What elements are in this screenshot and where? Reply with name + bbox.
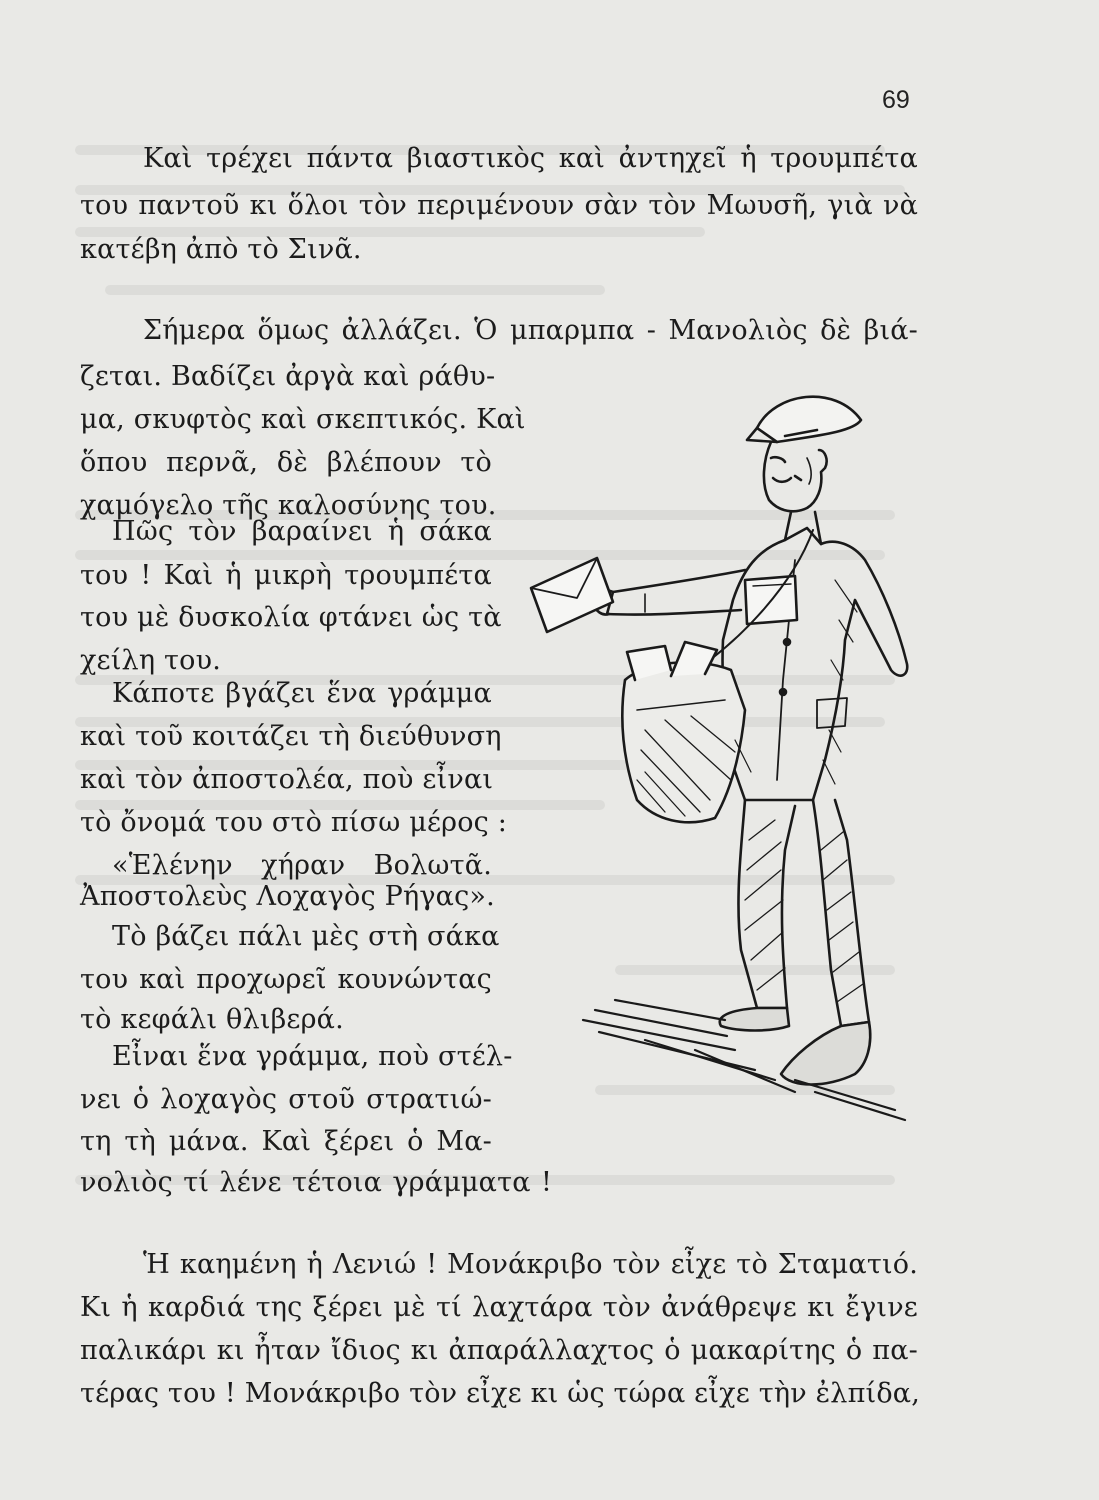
text-line: Καὶ τρέχει πάντα βιαστικὸς καὶ ἀντηχεῖ ἡ τρουμπέτα <box>143 143 918 174</box>
text-line: κατέβη ἀπὸ τὸ Σινᾶ. <box>80 234 362 265</box>
text-line: τὸ ὄνομά του στὸ πίσω μέρος : <box>80 807 508 838</box>
text-line: Ἡ καημένη ἡ Λενιώ ! Μονάκριβο τὸν εἶχε τὸ Σταματιό. <box>143 1249 918 1280</box>
page-number: 69 <box>882 86 910 114</box>
text-line: ὅπου περνᾶ, δὲ βλέπουν τὸ <box>80 447 492 478</box>
text-line: καὶ τὸν ἀποστολέα, ποὺ εἶναι <box>80 764 494 795</box>
text-line: Κι ἡ καρδιά της ξέρει μὲ τί λαχτάρα τὸν ἀνάθρεψε κι ἔγινε <box>80 1292 918 1323</box>
text-line: του ! Καὶ ἡ μικρὴ τρουμπέτα <box>80 560 492 591</box>
text-line: ζεται. Βαδίζει ἀργὰ καὶ ράθυ- <box>80 361 496 392</box>
text-line: χαμόγελο τῆς καλοσύνης του. <box>80 490 497 521</box>
text-line: Ἀποστολεὺς Λοχαγὸς Ρήγας». <box>80 881 495 912</box>
text-line: χείλη του. <box>80 645 221 676</box>
text-line: καὶ τοῦ κοιτάζει τὴ διεύθυνση <box>80 721 502 752</box>
text-line: τη τὴ μάνα. Καὶ ξέρει ὁ Μα- <box>80 1126 492 1157</box>
text-line: «Ἑλένην χήραν Βολωτᾶ. <box>112 850 492 881</box>
text-line: τέρας του ! Μονάκριβο τὸν εἶχε κι ὡς τώρα εἶχε τὴν ἐλπίδα, <box>80 1378 921 1409</box>
text-line: νει ὁ λοχαγὸς στοῦ στρατιώ- <box>80 1084 492 1115</box>
text-line: νολιὸς τί λένε τέτοια γράμματα ! <box>80 1167 552 1198</box>
text-line: τὸ κεφάλι θλιβερά. <box>80 1004 344 1035</box>
text-line: Πῶς τὸν βαραίνει ἡ σάκα <box>112 516 492 547</box>
text-line: Σήμερα ὅμως ἀλλάζει. Ὁ μπαρμπα - Μανολιὸς δὲ βιά- <box>143 315 918 346</box>
text-line: του καὶ προχωρεῖ κουνώντας <box>80 964 492 995</box>
text-line: του παντοῦ κι ὅλοι τὸν περιμένουν σὰν τὸν Μωυσῆ, γιὰ νὰ <box>80 190 918 221</box>
text-line: του μὲ δυσκολία φτάνει ὡς τὰ <box>80 602 502 633</box>
text-line: Κάποτε βγάζει ἕνα γράμμα <box>112 678 492 709</box>
text-line: παλικάρι κι ἦταν ἴδιος κι ἀπαράλλαχτος ὁ μακαρίτης ὁ πα- <box>80 1335 918 1366</box>
text-line: μα, σκυφτὸς καὶ σκεπτικός. Καὶ <box>80 404 526 435</box>
text-line: Εἶναι ἕνα γράμμα, ποὺ στέλ- <box>112 1041 513 1072</box>
text-line: Τὸ βάζει πάλι μὲς στὴ σάκα <box>112 921 500 952</box>
postman-illustration-icon <box>495 380 925 1130</box>
